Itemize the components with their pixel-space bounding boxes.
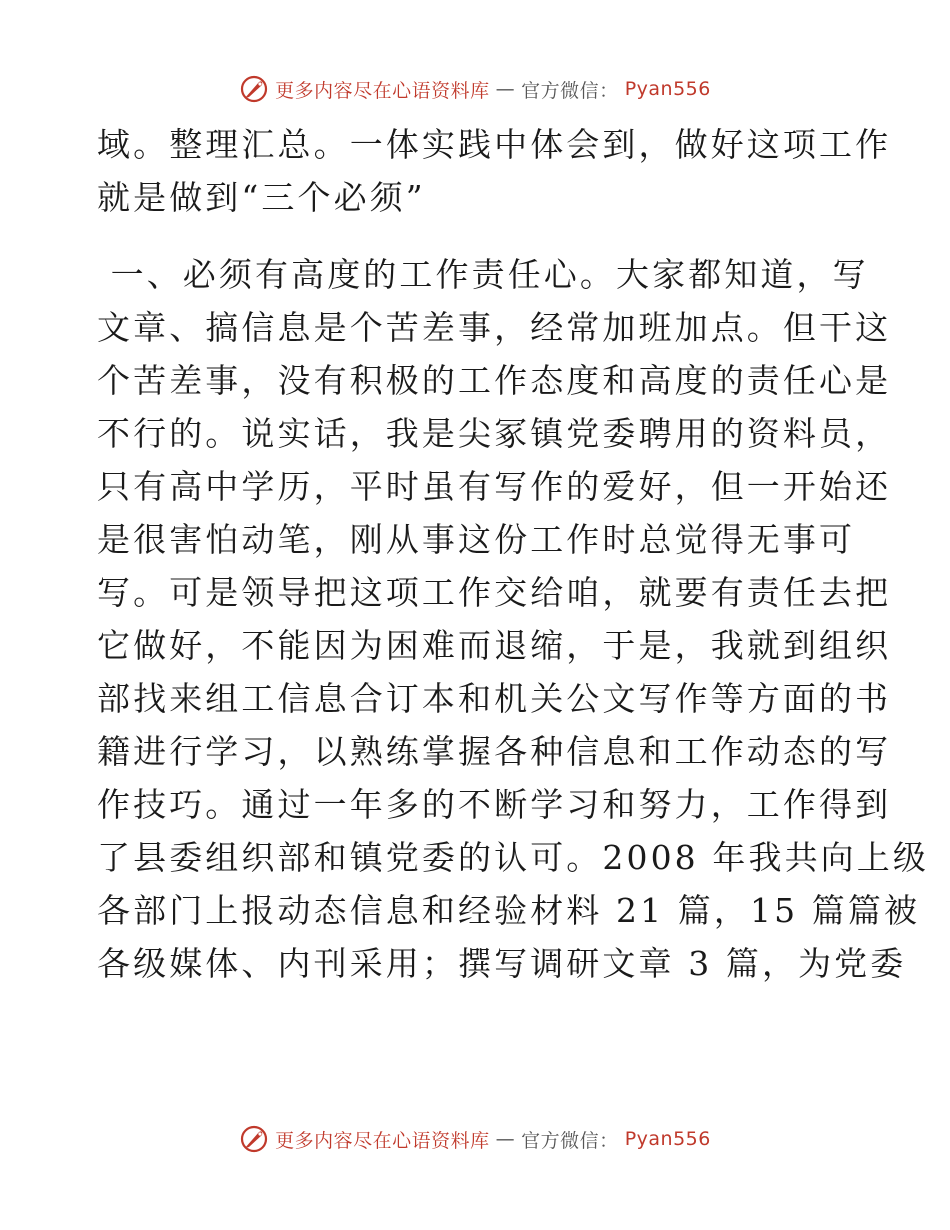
watermark-wechat-id: Pyan556 (624, 1128, 711, 1150)
watermark-wechat-id: Pyan556 (624, 78, 711, 100)
text-line: 各级媒体、内刊采用；撰写调研文章 3 篇，为党委 (97, 944, 907, 983)
feather-pen-logo-icon (239, 74, 269, 104)
text-line: 部找来组工信息合订本和机关公文写作等方面的书 (97, 679, 892, 718)
text-line: 了县委组织部和镇党委的认可。2008 年我共向上级 (97, 838, 929, 877)
feather-pen-logo-icon (239, 1124, 269, 1154)
text-line: 各部门上报动态信息和经验材料 21 篇，15 篇篇被 (97, 891, 921, 930)
text-line: 文章、搞信息是个苦差事，经常加班加点。但干这 (97, 308, 892, 347)
text-line: 只有高中学历，平时虽有写作的爱好，但一开始还 (97, 467, 892, 506)
paragraph-gap (97, 224, 857, 248)
text-line: 不行的。说实话，我是尖冢镇党委聘用的资料员， (97, 414, 892, 453)
watermark-main-text: 更多内容尽在心语资料库 (275, 1129, 490, 1152)
document-body (97, 118, 929, 990)
watermark-sub-text: 官方微信： (521, 1129, 619, 1152)
watermark-dash: — (495, 78, 516, 100)
text-line: 籍进行学习，以熟练掌握各种信息和工作动态的写 (97, 732, 892, 771)
paragraph-1 (97, 118, 892, 224)
text-line: 写。可是领导把这项工作交给咱，就要有责任去把 (97, 573, 892, 612)
header-watermark-banner (0, 74, 950, 104)
text-line: 它做好，不能因为困难而退缩，于是，我就到组织 (97, 626, 892, 665)
footer-watermark-banner (0, 1124, 950, 1154)
text-line: 域。整理汇总。一体实践中体会到，做好这项工作 (97, 125, 892, 164)
text-line: 就是做到“三个必须” (97, 178, 426, 217)
text-line: 个苦差事，没有积极的工作态度和高度的责任心是 (97, 361, 892, 400)
text-line: 是很害怕动笔，刚从事这份工作时总觉得无事可 (97, 520, 856, 559)
paragraph-2 (97, 248, 929, 990)
watermark-dash: — (495, 1128, 516, 1150)
watermark-main-text: 更多内容尽在心语资料库 (275, 79, 490, 102)
text-line: 作技巧。通过一年多的不断学习和努力，工作得到 (97, 785, 892, 824)
text-line: 一、必须有高度的工作责任心。大家都知道，写 (97, 255, 869, 294)
watermark-sub-text: 官方微信： (521, 79, 619, 102)
